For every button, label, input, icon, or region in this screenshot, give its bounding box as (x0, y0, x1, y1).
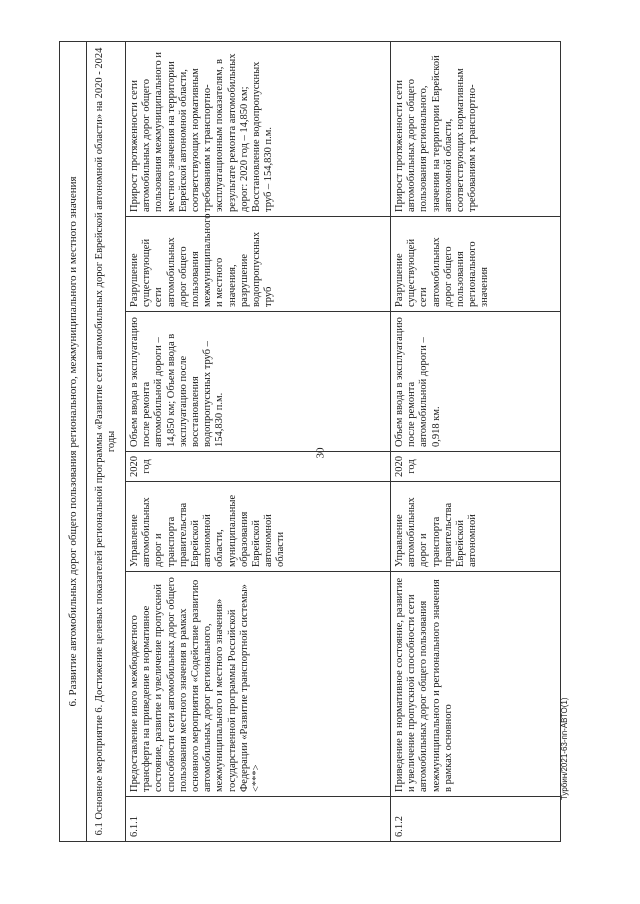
table-row (391, 41, 561, 841)
row-year: 2020 год (391, 452, 561, 482)
events-table (59, 41, 561, 842)
row-description: Приведение в нормативное состояние, развитие и увеличение пропускной способности сети автомобильных дорог общего пользования межмуниципального и регионального значения в рамках основного (391, 572, 561, 797)
row-number: 6.1.1 (126, 797, 391, 842)
row-result: Прирост протяженности сети автомобильных дорог общего пользования регионального, значения на территории Еврейской автономной области, соответствующих нормативным требованиям к транспортно- (391, 41, 561, 216)
event-title: 6.1 Основное мероприятие 6. Достижение целевых показателей региональной программы «Развитие сети автомобильных дорог Еврейской автономной области» на 2020 - 2024 годы (87, 41, 126, 841)
rotated-table-page (59, 42, 639, 842)
section-row (60, 41, 87, 841)
row-year: 2020 год (126, 452, 391, 482)
row-description: Предоставление иного межбюджетного трансферта на приведение в нормативное состояние, развитие и увеличение пропускной способности сети автомобильных дорог общего пользования местного значения в рамках основного мероприятия «Содействие развитию автомобильных дорог регионального, межмуниципального и местного значения» государственной программы Российской Федерации «Развитие транспортной системы» <***> (126, 572, 391, 797)
row-volume: Объем ввода в эксплуатацию после ремонта автомобильной дороги – 14,850 км; Объем ввода в эксплуатацию после восстановления водопропускных труб – 154,830 п.м. (126, 312, 391, 452)
row-result: Прирост протяженности сети автомобильных дорог общего пользования межмуниципального и местного значения на территории Еврейской автономной области, соответствующих нормативным требованиям к транспортно-эксплуатационным показателям, в результате ремонта автомобильных дорог: 2020 год – 14,850 км; Восстановление водопропускных труб – 154,830 п.м. (126, 41, 391, 216)
row-volume: Объем ввода в эксплуатацию после ремонта автомобильной дороги – 0,918 км. (391, 312, 561, 452)
event-row (87, 41, 126, 841)
row-number: 6.1.2 (391, 797, 561, 842)
row-executor: Управление автомобильных дорог и транспорта правительства Еврейской автономной (391, 482, 561, 572)
table-row (126, 41, 391, 841)
row-consequences: Разрушение существующей сети автомобильных дорог общего пользования межмуниципального и местного значения, разрушение водопропускных труб (126, 217, 391, 312)
footer-code: Турбин/2021-63-пп-АВТО(1) (560, 697, 569, 800)
section-title: 6. Развитие автомобильных дорог общего пользования регионального, межмуниципального и местного значения (60, 41, 87, 841)
row-consequences: Разрушение существующей сети автомобильных дорог общего пользования регионального значения (391, 217, 561, 312)
row-executor: Управление автомобильных дорог и транспорта правительства Еврейской автономной области, муниципальные образования Еврейской автономной области (126, 482, 391, 572)
page-number: 30 (314, 447, 327, 459)
